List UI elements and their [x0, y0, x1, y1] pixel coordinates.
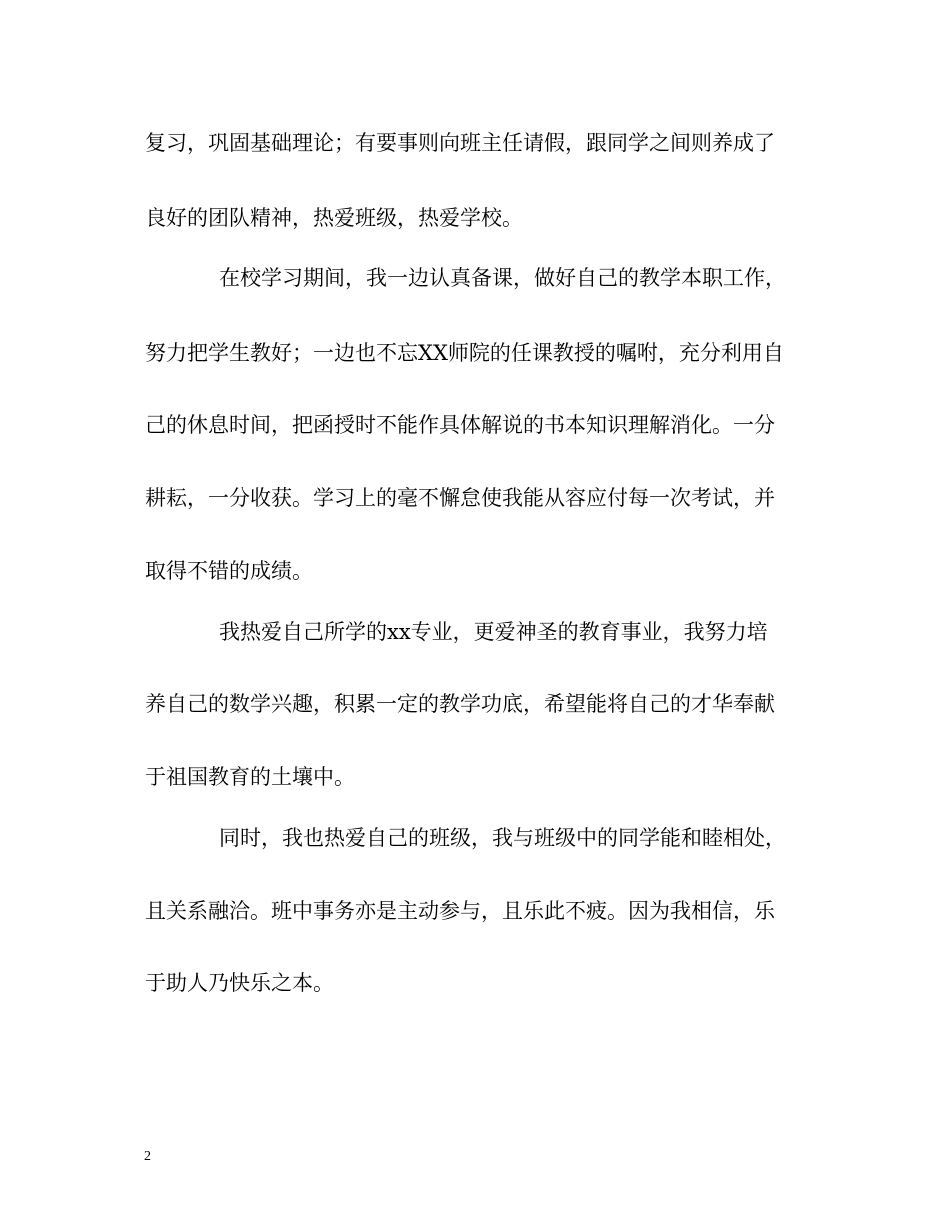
page-number: 2 — [144, 1149, 151, 1164]
text-line-13: 于助人乃快乐之本。 — [145, 971, 334, 995]
text-line-8: 我热爱自己所学的xx专业，更爱神圣的教育事业，我努力培 — [219, 620, 768, 644]
text-line-2: 良好的团队精神，热爱班级，热爱学校。 — [145, 206, 523, 230]
text-line-4: 努力把学生教好；一边也不忘XX师院的任课教授的嘱咐，充分利用自 — [145, 341, 784, 365]
text-line-7: 取得不错的成绩。 — [145, 559, 313, 583]
text-line-3: 在校学习期间，我一边认真备课，做好自己的教学本职工作， — [219, 266, 786, 290]
text-line-12: 且关系融洽。班中事务亦是主动参与，且乐此不疲。因为我相信，乐 — [145, 899, 775, 923]
text-line-11: 同时，我也热爱自己的班级，我与班级中的同学能和睦相处， — [219, 826, 786, 850]
text-line-6: 耕耘，一分收获。学习上的毫不懈怠使我能从容应付每一次考试，并 — [145, 486, 775, 510]
text-line-10: 于祖国教育的土壤中。 — [145, 765, 355, 789]
text-line-1: 复习，巩固基础理论；有要事则向班主任请假，跟同学之间则养成了 — [145, 131, 775, 155]
text-line-9: 养自己的数学兴趣，积累一定的教学功底，希望能将自己的才华奉献 — [145, 692, 775, 716]
text-line-5: 己的休息时间，把函授时不能作具体解说的书本知识理解消化。一分 — [145, 413, 775, 437]
